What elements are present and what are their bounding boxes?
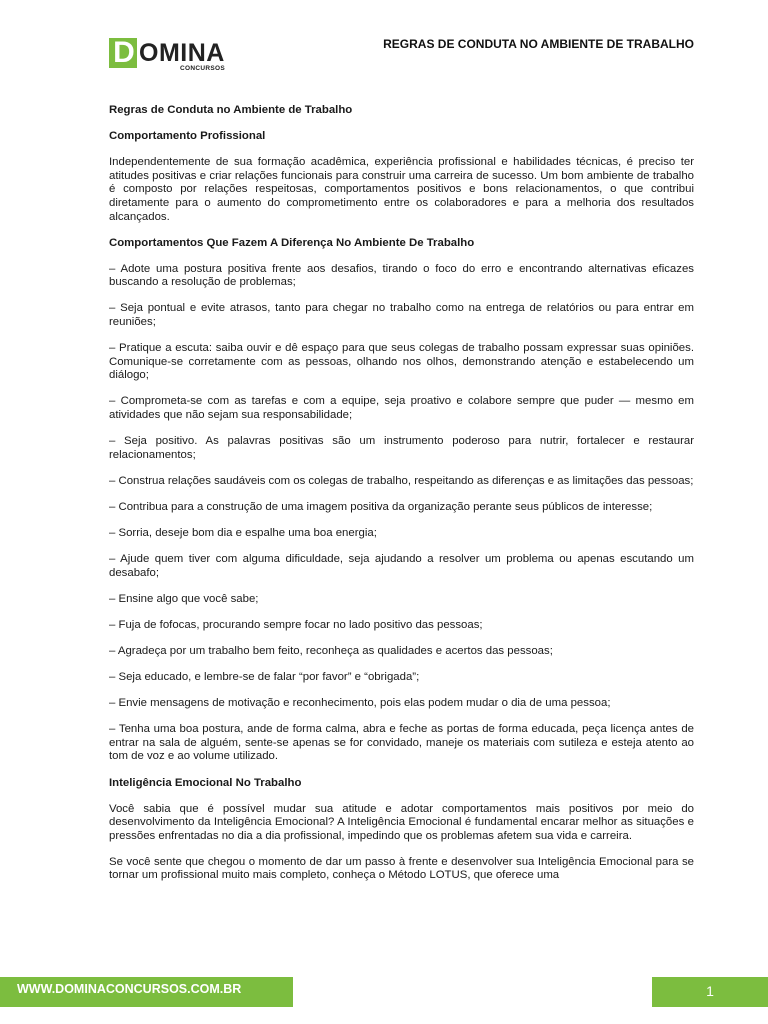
logo-wordmark: OMINA [139, 39, 225, 67]
section-heading: Comportamento Profissional [109, 130, 266, 143]
list-item: – Envie mensagens de motivação e reconhecimento, pois elas podem mudar o dia de uma pessoa; [109, 697, 611, 710]
list-item: – Fuja de fofocas, procurando sempre focar no lado positivo das pessoas; [109, 618, 483, 631]
list-item: – Contribua para a construção de uma imagem positiva da organização perante seus públicos de interesse; [109, 500, 653, 513]
list-item: – Adote uma postura positiva frente aos desafios, tirando o foco do erro e encontrando alternativas eficazes buscando a resolução de problemas; [109, 262, 694, 289]
list-item: – Agradeça por um trabalho bem feito, reconheça as qualidades e acertos das pessoas; [109, 644, 553, 657]
list-item: – Pratique a escuta: saiba ouvir e dê espaço para que seus colegas de trabalho possam expressar suas opiniões. Comunique-se corretamente com as pessoas, olhando nos olhos, demonstrando atenção e estabelecendo um diálogo; [109, 342, 694, 382]
list-item: – Ensine algo que você sabe; [109, 592, 259, 605]
document-title: Regras de Conduta no Ambiente de Trabalho [109, 104, 353, 116]
list-item: – Seja pontual e evite atrasos, tanto para chegar no trabalho como na entrega de relatórios ou para entrar em reuniões; [109, 302, 694, 329]
logo-subtitle: CONCURSOS [180, 65, 225, 72]
page-number: 1 [652, 977, 768, 1007]
list-item: – Tenha uma boa postura, ande de forma calma, abra e feche as portas de forma educada, peça licença antes de entrar na sala de alguém, sente-se apenas se for convidado, maneje os materiais com sutileza e esteja atento ao tom de voz e ao volume utilizado. [109, 723, 694, 763]
header-title: REGRAS DE CONDUTA NO AMBIENTE DE TRABALHO [383, 37, 694, 51]
list-item: – Comprometa-se com as tarefas e com a equipe, seja proativo e colabore sempre que puder — mesmo em atividades que não sejam sua responsabilidade; [109, 395, 694, 421]
list-item: – Ajude quem tiver com alguma dificuldade, seja ajudando a resolver um problema ou apenas escutando um desabafo; [109, 553, 694, 579]
list-item: – Seja positivo. As palavras positivas são um instrumento poderoso para nutrir, fortalecer e restaurar relacionamentos; [109, 435, 694, 461]
footer-website-link[interactable]: WWW.DOMINACONCURSOS.COM.BR [0, 977, 293, 1007]
paragraph: Independentemente de sua formação acadêmica, experiência profissional e habilidades técnicas, é preciso ter atitudes positivas e criar relações funcionais para construir uma carreira de sucesso. Um bom ambiente de trabalho é composto por relações respeitosas, comportamentos positivos e bons relacionamentos, o que contribui diretamente para o aumento do comprometimento entre os colaboradores e para a melhoria dos resultados alcançados. [109, 156, 694, 223]
list-item: – Sorria, deseje bom dia e espalhe uma boa energia; [109, 526, 377, 539]
list-item: – Construa relações saudáveis com os colegas de trabalho, respeitando as diferenças e as limitações das pessoas; [109, 474, 694, 487]
logo-letter: D [113, 36, 135, 69]
list-item: – Seja educado, e lembre-se de falar “por favor” e “obrigada”; [109, 671, 420, 684]
domina-logo [109, 38, 227, 72]
paragraph: Se você sente que chegou o momento de dar um passo à frente e desenvolver sua Inteligência Emocional para se tornar um profissional muito mais completo, conheça o Método LOTUS, que oferece uma [109, 855, 694, 882]
document-body [109, 104, 694, 896]
section-heading: Inteligência Emocional No Trabalho [109, 776, 302, 789]
paragraph: Você sabia que é possível mudar sua atitude e adotar comportamentos mais positivos por meio do desenvolvimento da Inteligência Emocional? A Inteligência Emocional é fundamental encarar melhor as situações e pressões enfrentadas no dia a dia profissional, impedindo que os problemas afetem sua vida e carreira. [109, 802, 694, 842]
section-heading: Comportamentos Que Fazem A Diferença No Ambiente De Trabalho [109, 236, 475, 249]
